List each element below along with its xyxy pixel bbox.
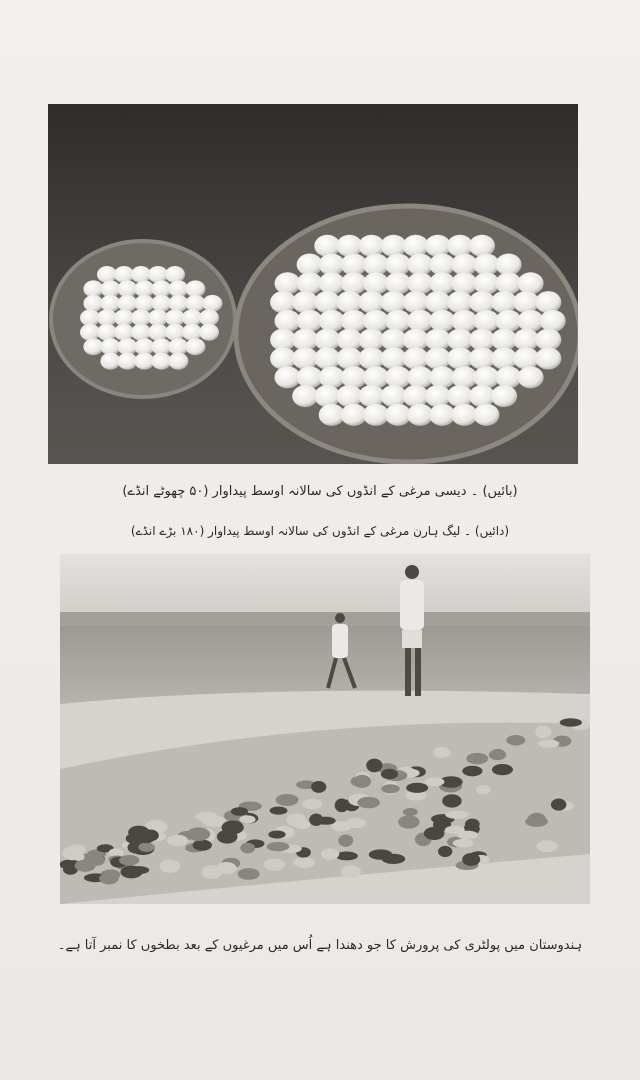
duck [366,759,382,773]
duck [292,858,310,867]
duck [433,747,451,758]
duck [345,818,367,828]
duck [142,830,159,842]
caption-ducks: ہندوستان میں پولٹری کی پرورش کا جو دھندا ہے اُس میں مرغیوں کے بعد بطخوں کا نمبر آتا ہے۔ [57,938,583,953]
duck [267,842,290,851]
duck [353,775,371,788]
duck [560,718,582,726]
duck [442,794,462,807]
duck [167,835,188,846]
duck [126,833,142,843]
duck [239,815,255,823]
egg [117,295,137,312]
duck [138,842,155,851]
egg [473,404,499,426]
duck [270,807,288,815]
duck [492,764,513,775]
duck [489,750,506,761]
duck [341,865,361,878]
duck [425,777,445,786]
duck [287,813,306,826]
egg [134,295,154,312]
duck [62,846,82,860]
duck [311,781,326,793]
duck [231,807,248,816]
duck [202,865,222,879]
duck [403,808,418,816]
egg [540,310,566,332]
duck [538,740,560,748]
ducks-photo-drawing [60,554,590,904]
duck [357,797,380,808]
duck [335,798,349,812]
duck [551,799,566,811]
duck [193,840,212,851]
duck [445,811,468,819]
duck [506,735,525,746]
duck [466,753,488,764]
egg [535,347,561,369]
egg [518,366,544,388]
duck [221,821,243,835]
duck [476,785,491,794]
duck [128,866,149,874]
eggs-photo [48,104,578,464]
duck [525,816,548,826]
duck [276,794,299,806]
duck [316,817,335,825]
egg [518,310,544,332]
duck [268,830,285,838]
duck [195,811,217,821]
caption-eggs-left: (بائیں) ۔ دیسی مرغی کے انڈوں کی سالانہ اوسط پیداوار (۵۰ چھوٹے انڈے) [122,484,518,499]
egg [117,353,137,370]
duck [119,855,139,866]
egg [185,338,205,355]
duck [264,859,285,871]
duck [187,827,210,841]
duck [302,799,322,809]
duck [398,815,420,828]
duck [381,784,399,793]
ducks-photo [60,554,590,904]
duck [457,831,478,840]
duck [75,860,96,872]
egg [168,353,188,370]
egg [165,266,185,283]
caption-eggs-right: (دائیں) ۔ لیگ ہارن مرغی کے انڈوں کی سالانہ اوسط پیداوار (۱۸۰ بڑے انڈے) [130,524,510,538]
egg [535,291,561,313]
egg [491,347,517,369]
egg [491,291,517,313]
duck [99,873,119,885]
duck [238,868,260,880]
egg [202,295,222,312]
egg [134,353,154,370]
duck [321,848,339,859]
egg [199,324,219,341]
duck [338,834,353,846]
duck [462,766,482,777]
egg [469,235,495,257]
duck [159,860,180,873]
egg [518,272,544,294]
duck [381,769,398,780]
duck [462,853,480,866]
duck [453,839,474,848]
egg [496,254,522,276]
duck [537,840,558,852]
duck [369,849,393,859]
duck [406,783,428,793]
duck [240,843,255,854]
eggs-photo-drawing [48,104,578,464]
egg [491,385,517,407]
duck [438,846,452,857]
duck [535,725,551,738]
